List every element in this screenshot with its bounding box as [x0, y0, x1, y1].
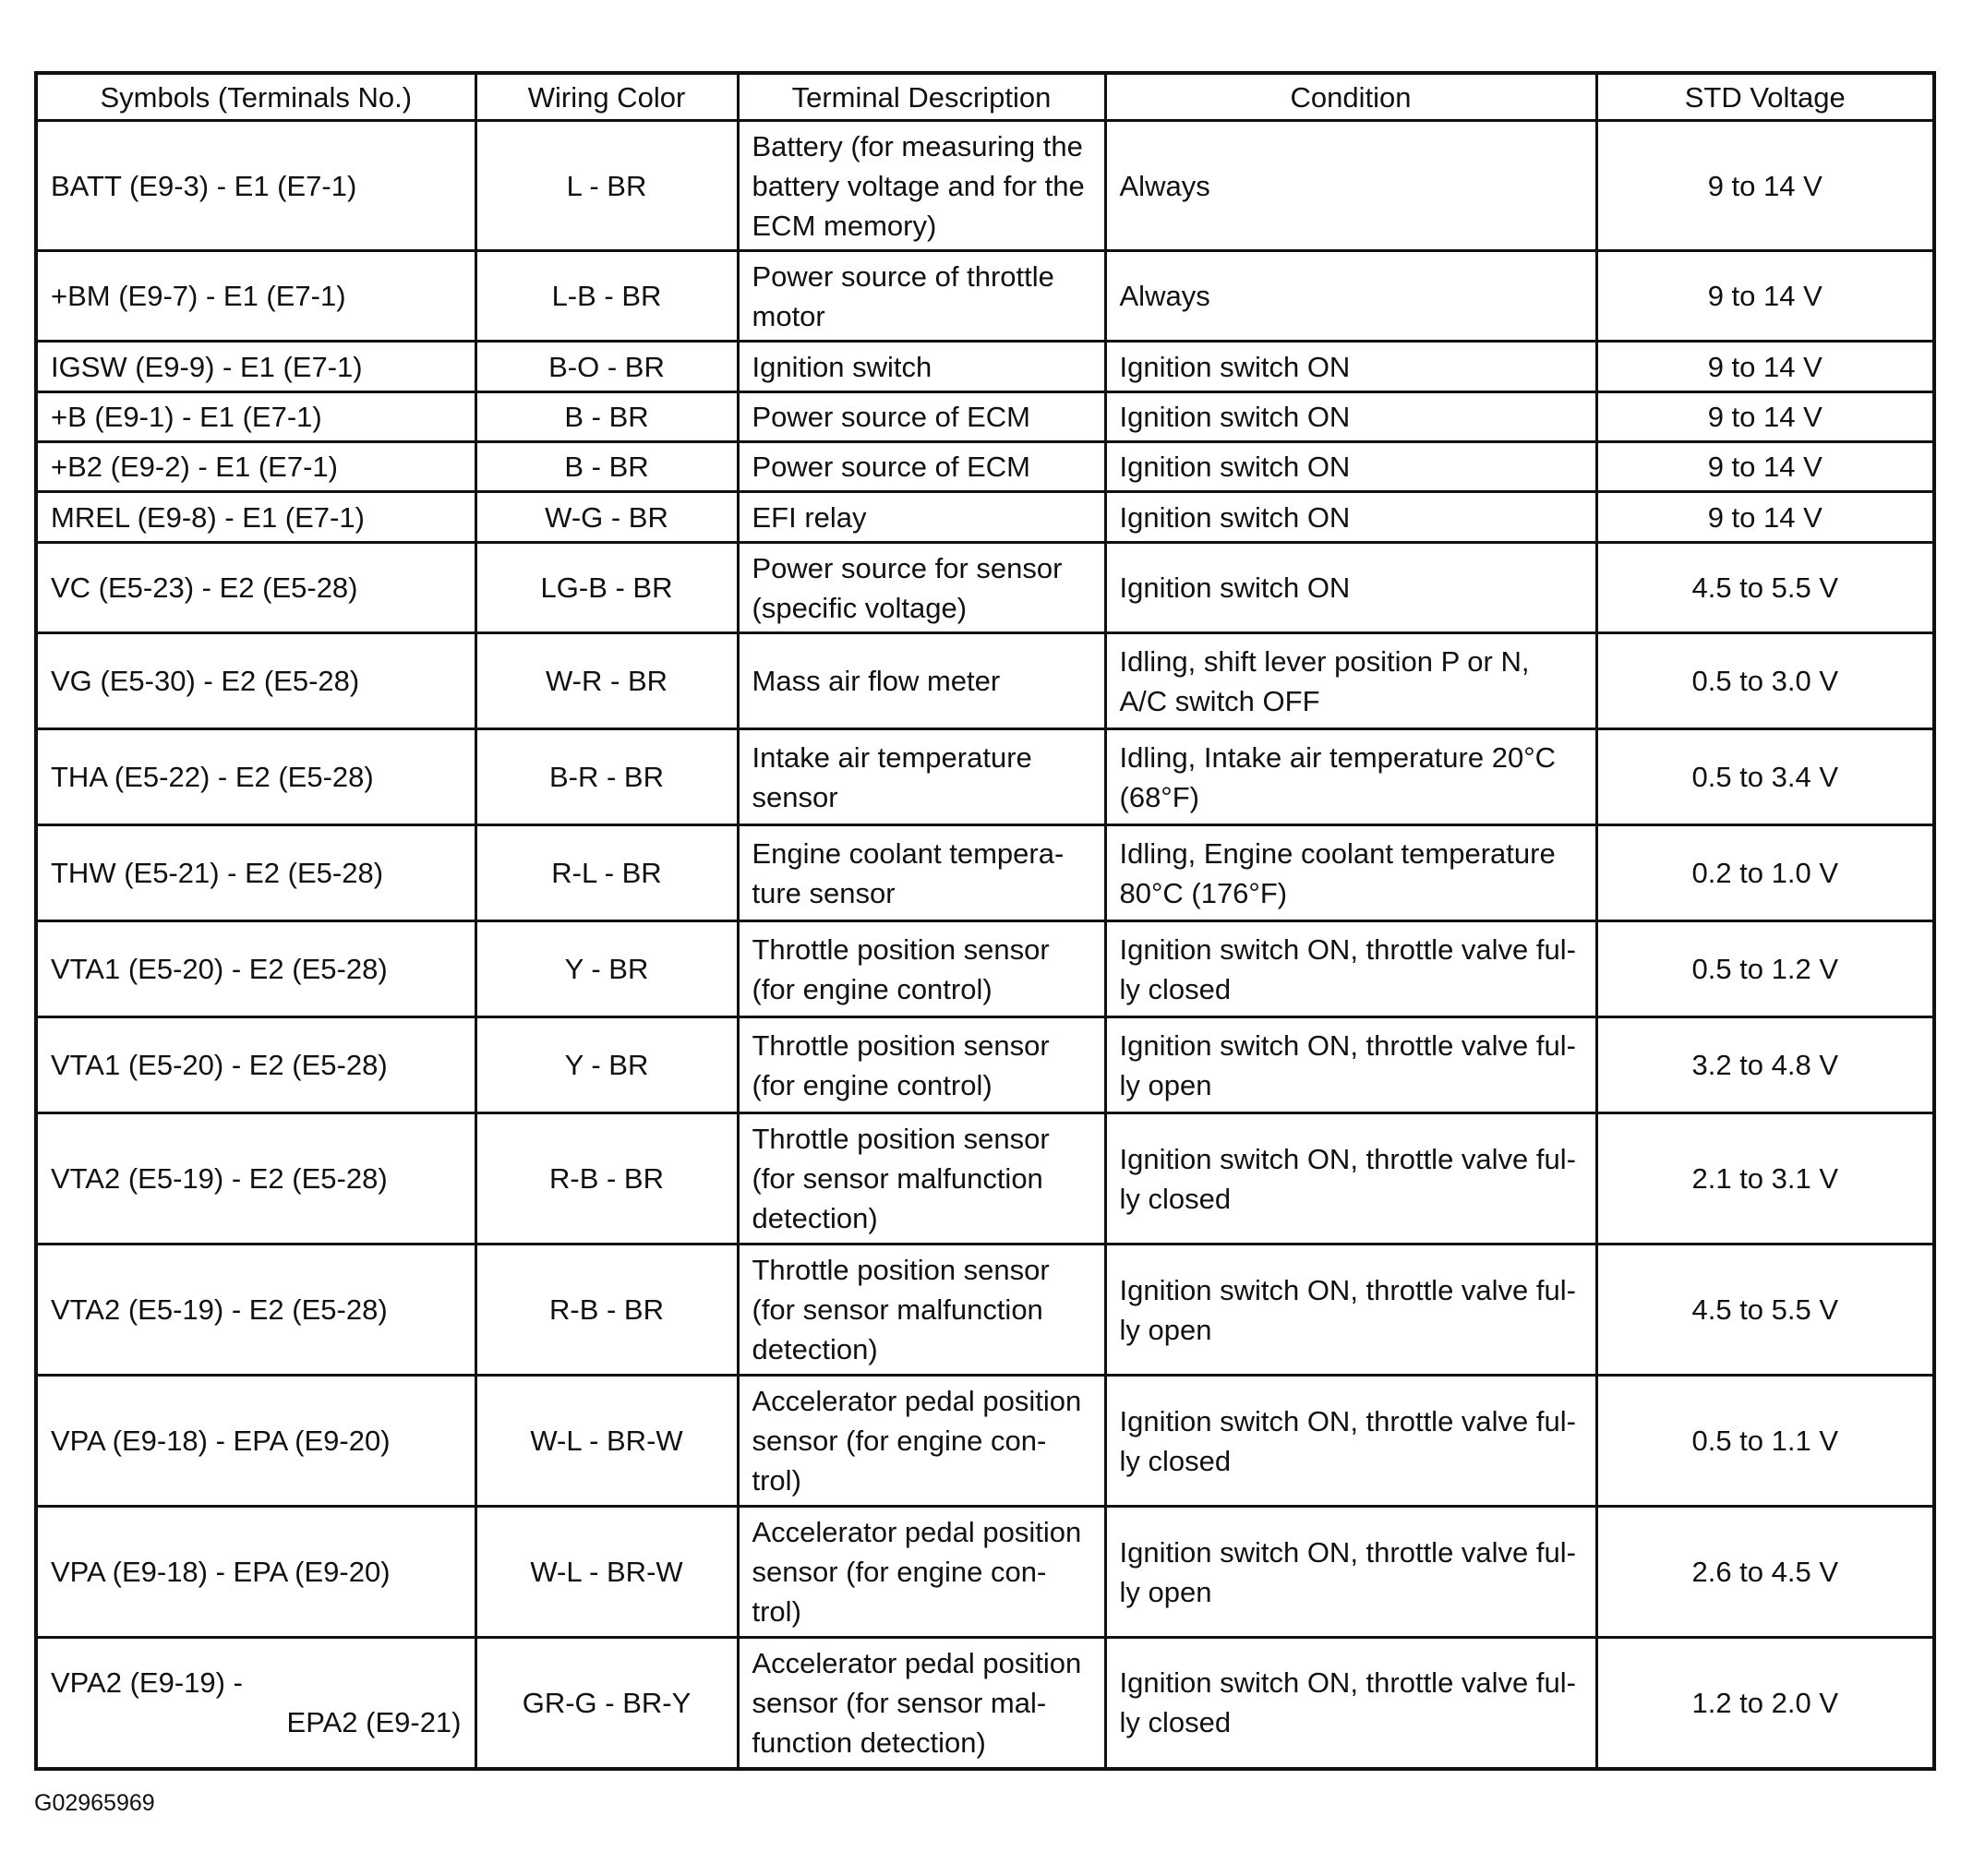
- cell-symbols: VPA (E9-18) - EPA (E9-20): [36, 1507, 475, 1638]
- cell-std-voltage: 0.5 to 3.0 V: [1596, 633, 1934, 729]
- cell-symbols: VTA2 (E5-19) - E2 (E5-28): [36, 1113, 475, 1245]
- cell-description: Throttle position sensor (for engine control): [738, 1017, 1105, 1113]
- cell-description: Battery (for measuring the battery voltage and for the ECM memory): [738, 121, 1105, 251]
- cell-std-voltage: 3.2 to 4.8 V: [1596, 1017, 1934, 1113]
- cell-wiring-color: Y - BR: [475, 921, 738, 1017]
- table-row: [36, 492, 1934, 543]
- header-symbols: Symbols (Terminals No.): [36, 73, 475, 121]
- cell-symbols: BATT (E9-3) - E1 (E7-1): [36, 121, 475, 251]
- cell-std-voltage: 9 to 14 V: [1596, 492, 1934, 543]
- cell-condition: Ignition switch ON, throttle valve ful-ly closed: [1105, 1113, 1596, 1245]
- table-row: [36, 342, 1934, 392]
- cell-symbols: THA (E5-22) - E2 (E5-28): [36, 729, 475, 825]
- cell-wiring-color: B - BR: [475, 442, 738, 492]
- cell-description: Mass air flow meter: [738, 633, 1105, 729]
- cell-description: Accelerator pedal position sensor (for engine con-trol): [738, 1376, 1105, 1507]
- cell-std-voltage: 9 to 14 V: [1596, 442, 1934, 492]
- cell-condition: Ignition switch ON: [1105, 543, 1596, 633]
- cell-std-voltage: 9 to 14 V: [1596, 342, 1934, 392]
- cell-symbols: VC (E5-23) - E2 (E5-28): [36, 543, 475, 633]
- cell-wiring-color: W-L - BR-W: [475, 1376, 738, 1507]
- cell-description: Power source for sensor (specific voltage): [738, 543, 1105, 633]
- table-row: [36, 1113, 1934, 1245]
- table-row: [36, 1376, 1934, 1507]
- cell-description: Throttle position sensor (for sensor malfunction detection): [738, 1113, 1105, 1245]
- cell-wiring-color: B-O - BR: [475, 342, 738, 392]
- cell-symbols: VTA1 (E5-20) - E2 (E5-28): [36, 921, 475, 1017]
- cell-symbols: VTA1 (E5-20) - E2 (E5-28): [36, 1017, 475, 1113]
- cell-description: Accelerator pedal position sensor (for sensor mal-function detection): [738, 1638, 1105, 1769]
- cell-symbols: VPA (E9-18) - EPA (E9-20): [36, 1376, 475, 1507]
- cell-wiring-color: R-B - BR: [475, 1113, 738, 1245]
- cell-symbols-line1: VPA2 (E9-19) -: [51, 1666, 243, 1700]
- cell-std-voltage: 4.5 to 5.5 V: [1596, 543, 1934, 633]
- cell-wiring-color: R-L - BR: [475, 825, 738, 921]
- table-row: [36, 825, 1934, 921]
- cell-symbols: [36, 1638, 475, 1769]
- cell-wiring-color: L-B - BR: [475, 251, 738, 342]
- cell-std-voltage: 2.1 to 3.1 V: [1596, 1113, 1934, 1245]
- cell-description: Ignition switch: [738, 342, 1105, 392]
- cell-condition: Ignition switch ON: [1105, 492, 1596, 543]
- cell-symbols: IGSW (E9-9) - E1 (E7-1): [36, 342, 475, 392]
- cell-std-voltage: 4.5 to 5.5 V: [1596, 1245, 1934, 1376]
- cell-condition: Ignition switch ON: [1105, 342, 1596, 392]
- cell-std-voltage: 0.5 to 1.1 V: [1596, 1376, 1934, 1507]
- header-terminal-description: Terminal Description: [738, 73, 1105, 121]
- table-row: [36, 1245, 1934, 1376]
- cell-condition: Idling, Intake air temperature 20°C (68°F): [1105, 729, 1596, 825]
- cell-std-voltage: 0.2 to 1.0 V: [1596, 825, 1934, 921]
- cell-description: Throttle position sensor (for engine control): [738, 921, 1105, 1017]
- cell-symbols: +B (E9-1) - E1 (E7-1): [36, 392, 475, 442]
- table-row: [36, 392, 1934, 442]
- cell-symbols: VG (E5-30) - E2 (E5-28): [36, 633, 475, 729]
- cell-description: EFI relay: [738, 492, 1105, 543]
- header-std-voltage: STD Voltage: [1596, 73, 1934, 121]
- cell-std-voltage: 9 to 14 V: [1596, 251, 1934, 342]
- cell-description: Power source of throttle motor: [738, 251, 1105, 342]
- table-row: [36, 442, 1934, 492]
- cell-std-voltage: 9 to 14 V: [1596, 121, 1934, 251]
- table-header-row: [36, 73, 1934, 121]
- cell-description: Throttle position sensor (for sensor malfunction detection): [738, 1245, 1105, 1376]
- cell-description: Engine coolant tempera-ture sensor: [738, 825, 1105, 921]
- cell-condition: Ignition switch ON, throttle valve ful-ly open: [1105, 1017, 1596, 1113]
- table-row: [36, 543, 1934, 633]
- table-row: [36, 1017, 1934, 1113]
- cell-symbols: +B2 (E9-2) - E1 (E7-1): [36, 442, 475, 492]
- cell-std-voltage: 0.5 to 3.4 V: [1596, 729, 1934, 825]
- cell-symbols: THW (E5-21) - E2 (E5-28): [36, 825, 475, 921]
- table-row: [36, 1638, 1934, 1769]
- table-row: [36, 921, 1934, 1017]
- cell-condition: Ignition switch ON, throttle valve ful-ly open: [1105, 1245, 1596, 1376]
- header-condition: Condition: [1105, 73, 1596, 121]
- cell-std-voltage: 0.5 to 1.2 V: [1596, 921, 1934, 1017]
- cell-wiring-color: W-R - BR: [475, 633, 738, 729]
- cell-description: Power source of ECM: [738, 442, 1105, 492]
- cell-std-voltage: 9 to 14 V: [1596, 392, 1934, 442]
- cell-condition: Always: [1105, 251, 1596, 342]
- cell-wiring-color: LG-B - BR: [475, 543, 738, 633]
- cell-condition: Ignition switch ON: [1105, 442, 1596, 492]
- cell-symbols-line2: EPA2 (E9-21): [286, 1706, 462, 1739]
- cell-symbols: +BM (E9-7) - E1 (E7-1): [36, 251, 475, 342]
- cell-symbols: MREL (E9-8) - E1 (E7-1): [36, 492, 475, 543]
- cell-wiring-color: Y - BR: [475, 1017, 738, 1113]
- cell-wiring-color: B-R - BR: [475, 729, 738, 825]
- cell-condition: Ignition switch ON, throttle valve ful-ly closed: [1105, 921, 1596, 1017]
- cell-wiring-color: R-B - BR: [475, 1245, 738, 1376]
- cell-wiring-color: GR-G - BR-Y: [475, 1638, 738, 1769]
- cell-description: Accelerator pedal position sensor (for engine con-trol): [738, 1507, 1105, 1638]
- cell-condition: Ignition switch ON, throttle valve ful-ly open: [1105, 1507, 1596, 1638]
- cell-condition: Ignition switch ON, throttle valve ful-ly closed: [1105, 1376, 1596, 1507]
- cell-condition: Always: [1105, 121, 1596, 251]
- cell-description: Power source of ECM: [738, 392, 1105, 442]
- cell-wiring-color: W-L - BR-W: [475, 1507, 738, 1638]
- cell-std-voltage: 2.6 to 4.5 V: [1596, 1507, 1934, 1638]
- cell-condition: Ignition switch ON: [1105, 392, 1596, 442]
- cell-condition: Idling, shift lever position P or N, A/C switch OFF: [1105, 633, 1596, 729]
- table-row: [36, 729, 1934, 825]
- header-wiring-color: Wiring Color: [475, 73, 738, 121]
- cell-description: Intake air temperature sensor: [738, 729, 1105, 825]
- cell-condition: Ignition switch ON, throttle valve ful-ly closed: [1105, 1638, 1596, 1769]
- figure-code: G02965969: [34, 1790, 155, 1816]
- table-row: [36, 121, 1934, 251]
- table-row: [36, 1507, 1934, 1638]
- cell-wiring-color: W-G - BR: [475, 492, 738, 543]
- cell-wiring-color: B - BR: [475, 392, 738, 442]
- table-row: [36, 251, 1934, 342]
- cell-std-voltage: 1.2 to 2.0 V: [1596, 1638, 1934, 1769]
- table-row: [36, 633, 1934, 729]
- cell-wiring-color: L - BR: [475, 121, 738, 251]
- cell-condition: Idling, Engine coolant temperature 80°C (176°F): [1105, 825, 1596, 921]
- cell-symbols: VTA2 (E5-19) - E2 (E5-28): [36, 1245, 475, 1376]
- terminal-voltage-table: [34, 71, 1936, 1771]
